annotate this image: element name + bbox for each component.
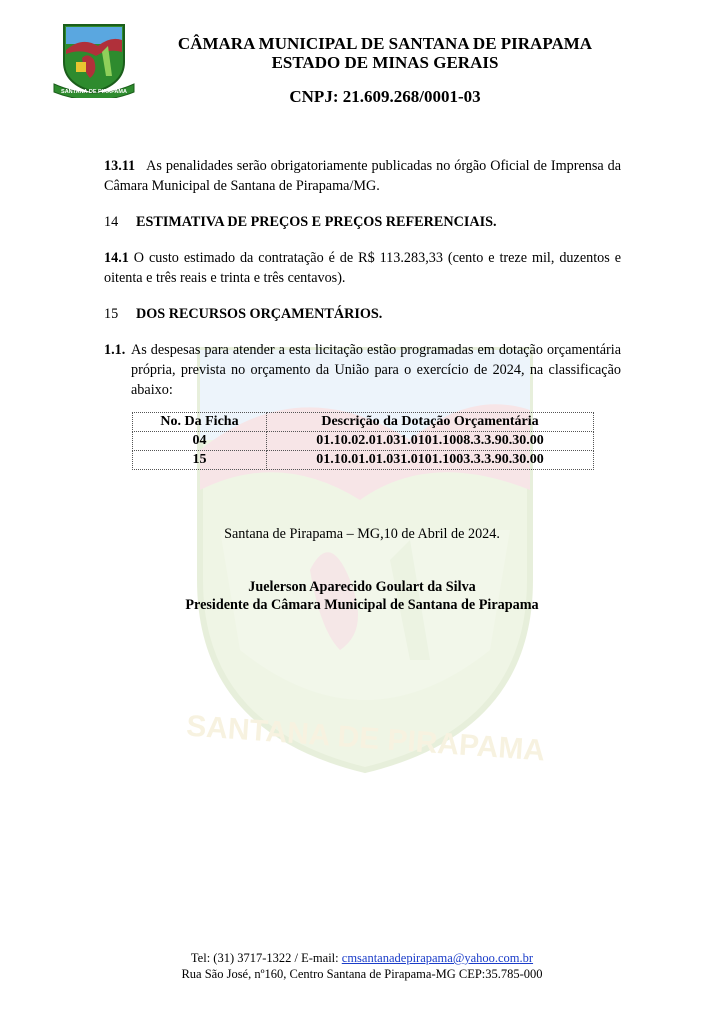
paragraph-number: 1.1.: [104, 342, 126, 358]
section-number: 14: [104, 214, 119, 230]
signatory-name: Juelerson Aparecido Goulart da Silva: [248, 579, 476, 595]
budget-table: [132, 412, 594, 470]
paragraph-1-1: [104, 340, 621, 400]
dotacao-cell: 01.10.02.01.031.0101.1008.3.3.90.30.00: [267, 432, 594, 451]
footer-address: Rua São José, nº160, Centro Santana de Pirapama-MG CEP:35.785-000: [181, 967, 543, 981]
section-14-heading: [104, 212, 621, 232]
column-header: Descrição da Dotação Orçamentária: [267, 413, 594, 432]
letterhead: [150, 34, 620, 106]
signatory-role: Presidente da Câmara Municipal de Santana de Pirapama: [185, 597, 539, 613]
email-link[interactable]: cmsantanadepirapama@yahoo.com.br: [341, 951, 534, 965]
watermark-text: SANTANA DE PIRAPAMA: [185, 709, 547, 768]
state-name: ESTADO DE MINAS GERAIS: [271, 53, 499, 72]
table-row: [133, 451, 594, 470]
ficha-cell: 04: [133, 432, 267, 451]
column-header: No. Da Ficha: [133, 413, 267, 432]
paragraph-text: As despesas para atender a esta licitação estão programadas em dotação orçamentária própria, prevista no orçamento da União para o exercício de 2024, na classificação abaixo:: [131, 342, 621, 398]
paragraph-13-11: [104, 156, 621, 196]
paragraph-text: O custo estimado da contratação é de R$ 113.283,33 (cento e treze mil, duzentos e oitenta e três reais e trinta e três centavos).: [104, 250, 621, 286]
section-number: 15: [104, 306, 119, 322]
logo-ribbon-text: SANTANA DE PIRAPAMA: [61, 89, 127, 95]
paragraph-text: As penalidades serão obrigatoriamente publicadas no órgão Oficial de Imprensa da Câmara Municipal de Santana de Pirapama/MG.: [104, 158, 621, 194]
document-body: [104, 156, 621, 470]
section-title: ESTIMATIVA DE PREÇOS E PREÇOS REFERENCIAIS.: [136, 214, 497, 230]
footer-contact: [0, 950, 724, 966]
dotacao-cell: 01.10.01.01.031.0101.1003.3.3.90.30.00: [267, 451, 594, 470]
paragraph-number: 13.11: [104, 158, 136, 174]
paragraph-14-1: [104, 248, 621, 288]
table-header-row: [133, 413, 594, 432]
signature-block: [0, 578, 724, 614]
paragraph-number: 14.1: [104, 250, 129, 266]
chamber-logo: [52, 22, 136, 98]
section-title: DOS RECURSOS ORÇAMENTÁRIOS.: [136, 306, 383, 322]
cnpj: CNPJ: 21.609.268/0001-03: [289, 87, 481, 106]
footer-tel: Tel: (31) 3717-1322 / E-mail:: [190, 951, 342, 965]
chamber-name: CÂMARA MUNICIPAL DE SANTANA DE PIRAPAMA: [177, 34, 593, 53]
ficha-cell: 15: [133, 451, 267, 470]
section-15-heading: [104, 304, 621, 324]
footer: [0, 950, 724, 982]
place-and-date: Santana de Pirapama – MG,10 de Abril de 2024.: [224, 526, 500, 542]
table-row: [133, 432, 594, 451]
